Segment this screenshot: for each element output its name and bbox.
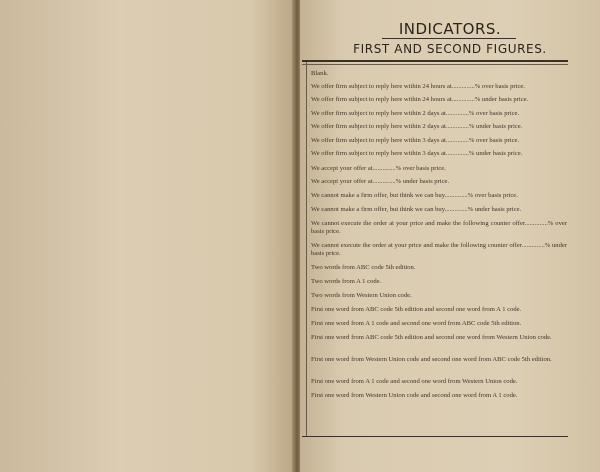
row-text: We offer firm subject to reply here within 2 days at..............% under basis price. [311,123,523,130]
row-text: First one word from ABC code 5th edition and second one word from A 1 code. [311,306,522,313]
row-text: First one word from ABC code 5th edition and second one word from Western Union code. [311,334,552,341]
row-text: We offer firm subject to reply here within 24 hours at..............% over basis price. [311,83,525,90]
table-top-rule [302,60,568,62]
row-text: We accept your offer at..............% under basis price. [311,178,450,185]
table-top-rule-thin [302,64,568,65]
row-text: Two words from A 1 code. [311,278,382,285]
table-left-rule [306,62,307,436]
row-text: We accept your offer at..............% over basis price. [311,165,446,172]
row-text: We cannot make a firm offer, but think we can buy..............% under basis price. [311,206,522,213]
row-text: We cannot make a firm offer, but think we can buy..............% over basis price. [311,192,518,199]
right-page [300,0,600,472]
page-title: INDICATORS. [398,20,502,38]
row-text: Two words from ABC code 5th edition. [311,264,416,271]
row-text: Blank. [311,70,329,77]
row-text: We offer firm subject to reply here within 24 hours at..............% under basis price. [311,96,529,103]
page-subtitle: FIRST AND SECOND FIGURES. [353,42,547,56]
row-text: Two words from Western Union code. [311,292,412,299]
row-text: First one word from Western Union code and second one word from A 1 code. [311,392,518,399]
row-text: We offer firm subject to reply here within 2 days at..............% over basis price. [311,110,520,117]
row-text: First one word from A 1 code and second one word from Western Union code. [311,378,518,385]
left-page-blank [0,0,296,472]
row-text: We offer firm subject to reply here within 3 days at..............% under basis price. [311,150,523,157]
row-text: We offer firm subject to reply here within 3 days at..............% over basis price. [311,137,520,144]
row-text: First one word from Western Union code and second one word from ABC code 5th edition. [311,356,552,363]
table-bottom-rule [302,436,568,437]
row-text: We cannot execute the order at your price and make the following counter offer..............% over basis price. [311,220,567,235]
row-text: We cannot execute the order at your price and make the following counter offer..............% under basis price. [311,242,567,257]
row-text: First one word from A 1 code and second one word from ABC code 5th edition. [311,320,522,327]
title-underline [382,38,516,39]
